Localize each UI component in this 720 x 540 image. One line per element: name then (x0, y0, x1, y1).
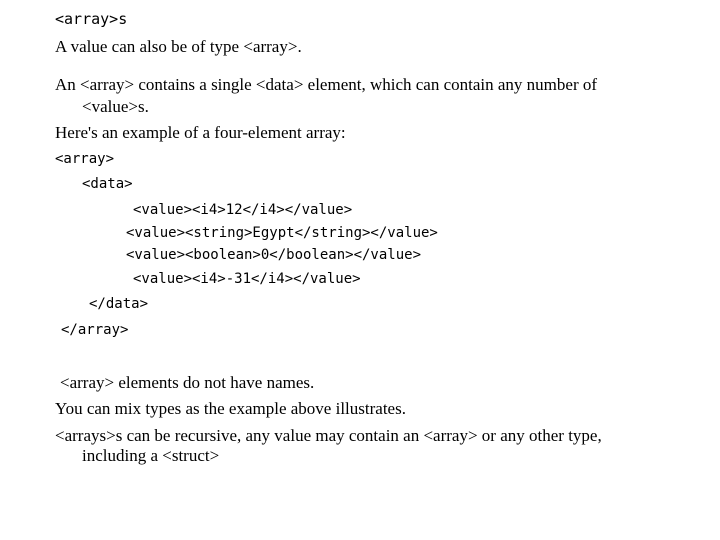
heading-array-tag: <array> (55, 10, 119, 28)
code-line: <value><string>Egypt</string></value> (126, 225, 438, 241)
intro-line-3: Here's an example of a four-element array: (55, 123, 346, 142)
note-line-3: <arrays>s can be recursive, any value may contain an <array> or any other type, (55, 426, 602, 445)
code-line: <value><boolean>0</boolean></value> (126, 247, 422, 263)
heading (55, 8, 127, 31)
code-line: <array> (55, 151, 115, 167)
code-line: </data> (89, 296, 149, 312)
note-line-3-cont: including a <struct> (82, 446, 220, 465)
code-line: </array> (61, 322, 129, 338)
code-line: <value><i4>-31</i4></value> (133, 271, 361, 287)
heading-suffix: s (118, 10, 128, 28)
intro-line-2: An <array> contains a single <data> element, which can contain any number of (55, 75, 598, 94)
note-line-2: You can mix types as the example above illustrates. (55, 399, 406, 418)
note-line-1: <array> elements do not have names. (60, 373, 315, 392)
intro-line-1: A value can also be of type <array>. (55, 37, 302, 56)
code-line: <value><i4>12</i4></value> (133, 202, 353, 218)
intro-line-2-cont: <value>s. (82, 97, 149, 116)
code-line: <data> (82, 176, 133, 192)
